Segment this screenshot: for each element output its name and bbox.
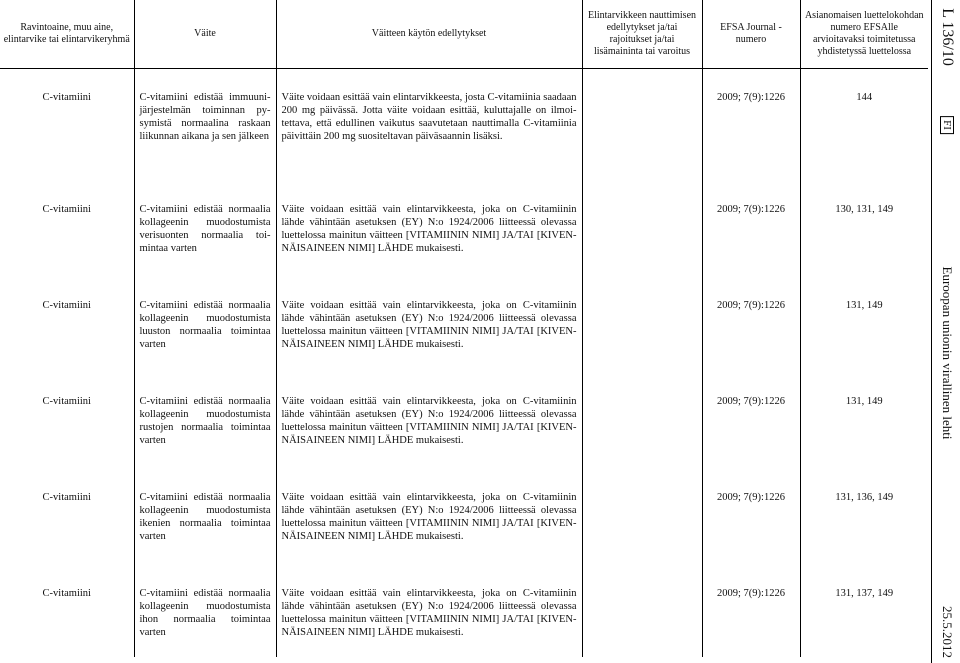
conditions-cell: Väite voidaan esittää vain elintarvikkeesta, joka on C-vitamiinin lähde vähintään asetuksen (EY) N:o 1924/2006 liitteessä olevassa luettelossa mainitun väitteen [VITAMIININ NIMI] JA/TAI [KIVENNÄISAINEEN NIMI] LÄHDE mukaisesti. [276,179,582,275]
journal-title: Euroopan unionin virallinen lehti [939,266,955,440]
restrictions-cell [582,371,702,467]
claim-cell: C-vitamiini edistää immuunijärjestelmän toiminnan pysymistä normaalina raskaan liikunnan aikana ja sen jälkeen [134,69,276,180]
page-number: L 136/10 [938,8,956,66]
claim-cell: C-vitamiini edistää normaalia kollageenin muodostumista luuston normaalia toimintaa varten [134,275,276,371]
nutrient-cell: C-vitamiini [42,396,91,407]
claim-cell: C-vitamiini edistää normaalia kollageenin muodostumista ikenien normaalia toimintaa varten [134,467,276,563]
restrictions-cell [582,563,702,657]
conditions-cell: Väite voidaan esittää vain elintarvikkeesta, joka on C-vitamiinin lähde vähintään asetuksen (EY) N:o 1924/2006 liitteessä olevassa luettelossa mainitun väitteen [VITAMIININ NIMI] JA/TAI [KIVENNÄISAINEEN NIMI] LÄHDE mukaisesti. [276,275,582,371]
entry-ids-cell: 131, 149 [800,275,928,371]
efsa-journal-cell: 2009; 7(9):1226 [702,69,800,180]
entry-ids-cell: 131, 136, 149 [800,467,928,563]
header-nutrient: Ravintoaine, muu aine, elintarvike tai elintarvikeryhmä [0,0,134,69]
restrictions-cell [582,275,702,371]
restrictions-cell [582,179,702,275]
header-conditions: Väitteen käytön edellytykset [276,0,582,69]
efsa-journal-cell: 2009; 7(9):1226 [702,563,800,657]
efsa-journal-cell: 2009; 7(9):1226 [702,467,800,563]
header-restrictions: Elintarvikkeen nauttimisen edellytykset ja/tai rajoitukset ja/tai lisämaininta tai varoitus [582,0,702,69]
table-row [0,179,928,275]
conditions-cell: Väite voidaan esittää vain elintarvikkeesta, josta C-vitamiinia saadaan 200 mg päivässä. Jotta väite voidaan esittää, kuluttajalle on ilmoitettava, että edullinen vaikutus saavutetaan nauttimalla C-vitamiinia päivittäin 200 mg suositeltavan päiväsaannin lisäksi. [276,69,582,180]
table-row [0,563,928,657]
nutrient-cell: C-vitamiini [42,492,91,503]
table-row [0,69,928,180]
restrictions-cell [582,467,702,563]
entry-ids-cell: 144 [800,69,928,180]
conditions-cell: Väite voidaan esittää vain elintarvikkeesta, joka on C-vitamiinin lähde vähintään asetuksen (EY) N:o 1924/2006 liitteessä olevassa luettelossa mainitun väitteen [VITAMIININ NIMI] JA/TAI [KIVENNÄISAINEEN NIMI] LÄHDE mukaisesti. [276,467,582,563]
nutrient-cell: C-vitamiini [42,588,91,599]
claim-cell: C-vitamiini edistää normaalia kollageenin muodostumista rustojen normaalia toimintaa varten [134,371,276,467]
efsa-journal-cell: 2009; 7(9):1226 [702,275,800,371]
nutrient-cell: C-vitamiini [42,92,91,103]
claim-cell: C-vitamiini edistää normaalia kollageenin muodostumista verisuonten normaalia toimintaa varten [134,179,276,275]
page-margin-sidebar [931,0,960,663]
entry-ids-cell: 131, 137, 149 [800,563,928,657]
table-row [0,371,928,467]
nutrient-cell: C-vitamiini [42,300,91,311]
claim-cell: C-vitamiini edistää normaalia kollageenin muodostumista ihon normaalia toimintaa varten [134,563,276,657]
header-efsa-journal: EFSA Journal -numero [702,0,800,69]
table-row [0,467,928,563]
efsa-journal-cell: 2009; 7(9):1226 [702,179,800,275]
entry-ids-cell: 131, 149 [800,371,928,467]
efsa-journal-cell: 2009; 7(9):1226 [702,371,800,467]
table-header-row [0,0,928,69]
conditions-cell: Väite voidaan esittää vain elintarvikkeesta, joka on C-vitamiinin lähde vähintään asetuksen (EY) N:o 1924/2006 liitteessä olevassa luettelossa mainitun väitteen [VITAMIININ NIMI] JA/TAI [KIVENNÄISAINEEN NIMI] LÄHDE mukaisesti. [276,371,582,467]
conditions-cell: Väite voidaan esittää vain elintarvikkeesta, joka on C-vitamiinin lähde vähintään asetuksen (EY) N:o 1924/2006 liitteessä olevassa luettelossa mainitun väitteen [VITAMIININ NIMI] JA/TAI [KIVENNÄISAINEEN NIMI] LÄHDE mukaisesti. [276,563,582,657]
header-claim: Väite [134,0,276,69]
restrictions-cell [582,69,702,180]
header-entry-ids: Asianomaisen luettelokohdan numero EFSAlle arvioitavaksi toimitetussa yhdistetyssä luettelossa [800,0,928,69]
nutrient-cell: C-vitamiini [42,204,91,215]
publication-date: 25.5.2012 [939,606,955,658]
entry-ids-cell: 130, 131, 149 [800,179,928,275]
table-row [0,275,928,371]
language-badge: FI [940,116,954,134]
